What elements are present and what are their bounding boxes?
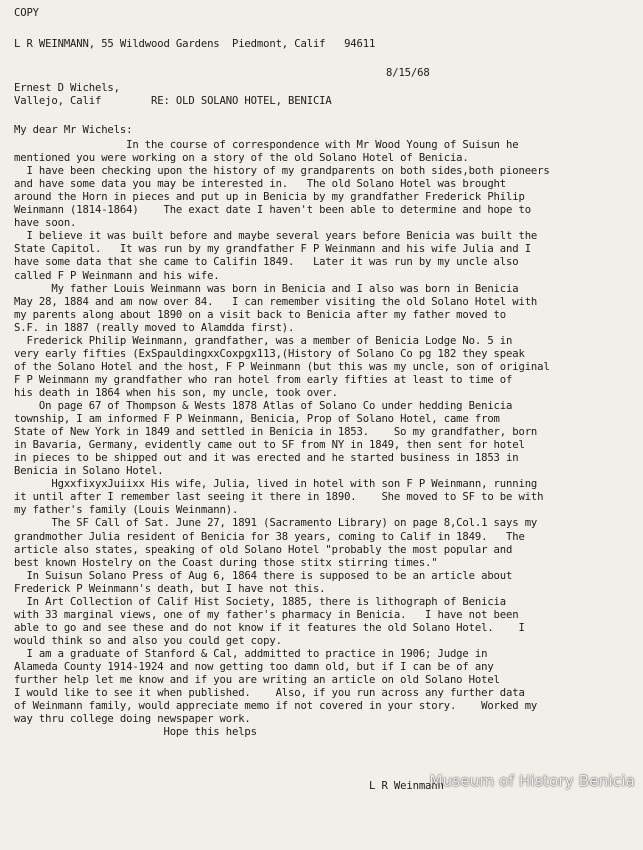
body-line: State Capitol. It was run by my grandfather F P Weinmann and his wife Julia and I [14,243,531,256]
body-line: Weinmann (1814-1864) The exact date I haven't been able to determine and hope to [14,204,531,217]
body-line: F P Weinmann my grandfather who ran hotel from early fifties at least to time of [14,373,513,386]
body-line: In Suisun Solano Press of Aug 6, 1864 there is supposed to be an article about [14,569,513,582]
body-line: Alameda County 1914-1924 and now getting too damn old, but if I can be of any [14,661,494,673]
letter-date: 8/15/68 [386,67,430,79]
body-line: further help let me know and if you are writing an article on old Solano Hotel [14,674,500,687]
salutation: My dear Mr Wichels: [14,124,133,136]
body-line: My father Louis Weinmann was born in Benicia and I also was born in Benicia [14,282,519,295]
body-line: very early fifties (ExSpauldingxxCoxpgx113,(History of Solano Co pg 182 they speak [14,347,525,360]
body-line: May 28, 1884 and am now over 84. I can remember visiting the old Solano Hotel with [14,295,538,308]
sender-address: L R WEINMANN, 55 Wildwood Gardens Piedmont, Calif 94611 [14,38,376,50]
body-line: it until after I remember last seeing it there in 1890. She moved to SF to be with [14,491,544,504]
body-line: best known Hostelry on the Coast during those stitx stirring times." [14,556,438,569]
body-line: grandmother Julia resident of Benicia for 38 years, coming to Calif in 1849. The [14,530,525,543]
body-line: way thru college doing newspaper work. [14,713,251,726]
body-line: of Weinmann family, would appreciate memo if not covered in your story. Worked my [14,700,538,713]
body-line: The SF Call of Sat. June 27, 1891 (Sacramento Library) on page 8,Col.1 says my [14,517,538,530]
body-line: I believe it was built before and maybe several years before Benicia was built the [14,230,538,243]
watermark: Museum of History Benicia [429,772,635,790]
body-line: Hope this helps [14,726,257,739]
body-line: I would like to see it when published. Also, if you run across any further data [14,687,525,700]
signature: L R Weinmann [369,780,444,792]
body-line: his death in 1864 when his son, my uncle, took over. [14,386,338,399]
body-line: able to go and see these and do not know if it features the old Solano Hotel. I [14,621,525,634]
body-line: have soon. [14,217,77,230]
body-line: called F P Weinmann and his wife. [14,269,220,282]
copy-label: COPY [14,7,39,19]
body-line: mentioned you were working on a story of the old Solano Hotel of Benicia. [14,152,469,165]
body-line: HgxxfixyxJuiixx His wife, Julia, lived in hotel with son F P Weinmann, running [14,478,538,491]
body-line: In Art Collection of Calif Hist Society, 1885, there is lithograph of Benicia [14,595,507,608]
body-line: my father's family (Louis Weinmann). [14,504,239,517]
body-line: S.F. in 1887 (really moved to Alamdda first). [14,321,295,334]
body-line: township, I am informed F P Weinmann, Benicia, Prop of Solano Hotel, came from [14,413,500,426]
body-line: in Bavaria, Germany, evidently came out to SF from NY in 1849, then sent for hotel [14,439,525,452]
body-line: and have some data you may be interested in. The old Solano Hotel was brought [14,178,507,191]
body-line: would think so and also you could get copy. [14,634,282,647]
body-line: In the course of correspondence with Mr Wood Young of Suisun he [14,139,519,151]
body-line: have some data that she came to Califin 1849. Later it was run by my uncle also [14,256,519,269]
body-line: of the Solano Hotel and the host, F P Weinmann (but this was my uncle, son of original [14,360,550,373]
body-line: Benicia in Solano Hotel. [14,465,164,478]
body-line: around the Horn in pieces and put up in Benicia by my grandfather Frederick Philip [14,191,525,204]
body-line: in pieces to be shipped out and it was erected and he started business in 1853 in [14,452,519,465]
recipient-name: Ernest D Wichels, [14,82,120,94]
body-line: with 33 marginal views, one of my father's pharmacy in Benicia. I have not been [14,608,519,621]
body-line: I have been checking upon the history of my grandparents on both sides,both pioneers [14,165,550,178]
recipient-city-subject: Vallejo, Calif RE: OLD SOLANO HOTEL, BENICIA [14,95,332,107]
body-line: Frederick Philip Weinmann, grandfather, was a member of Benicia Lodge No. 5 in [14,334,513,347]
body-line: article also states, speaking of old Solano Hotel "probably the most popular and [14,543,513,556]
body-line: I am a graduate of Stanford & Cal, addmitted to practice in 1906; Judge in [14,647,488,660]
body-line: Frederick P Weinmann's death, but I have not this. [14,582,326,595]
body-line: my parents along about 1890 on a visit back to Benicia after my father moved to [14,308,507,321]
body-line: State of New York in 1849 and settled in Benicia in 1853. So my grandfather, born [14,426,538,439]
body-line: On page 67 of Thompson & Wests 1878 Atlas of Solano Co under hedding Benicia [14,400,513,412]
